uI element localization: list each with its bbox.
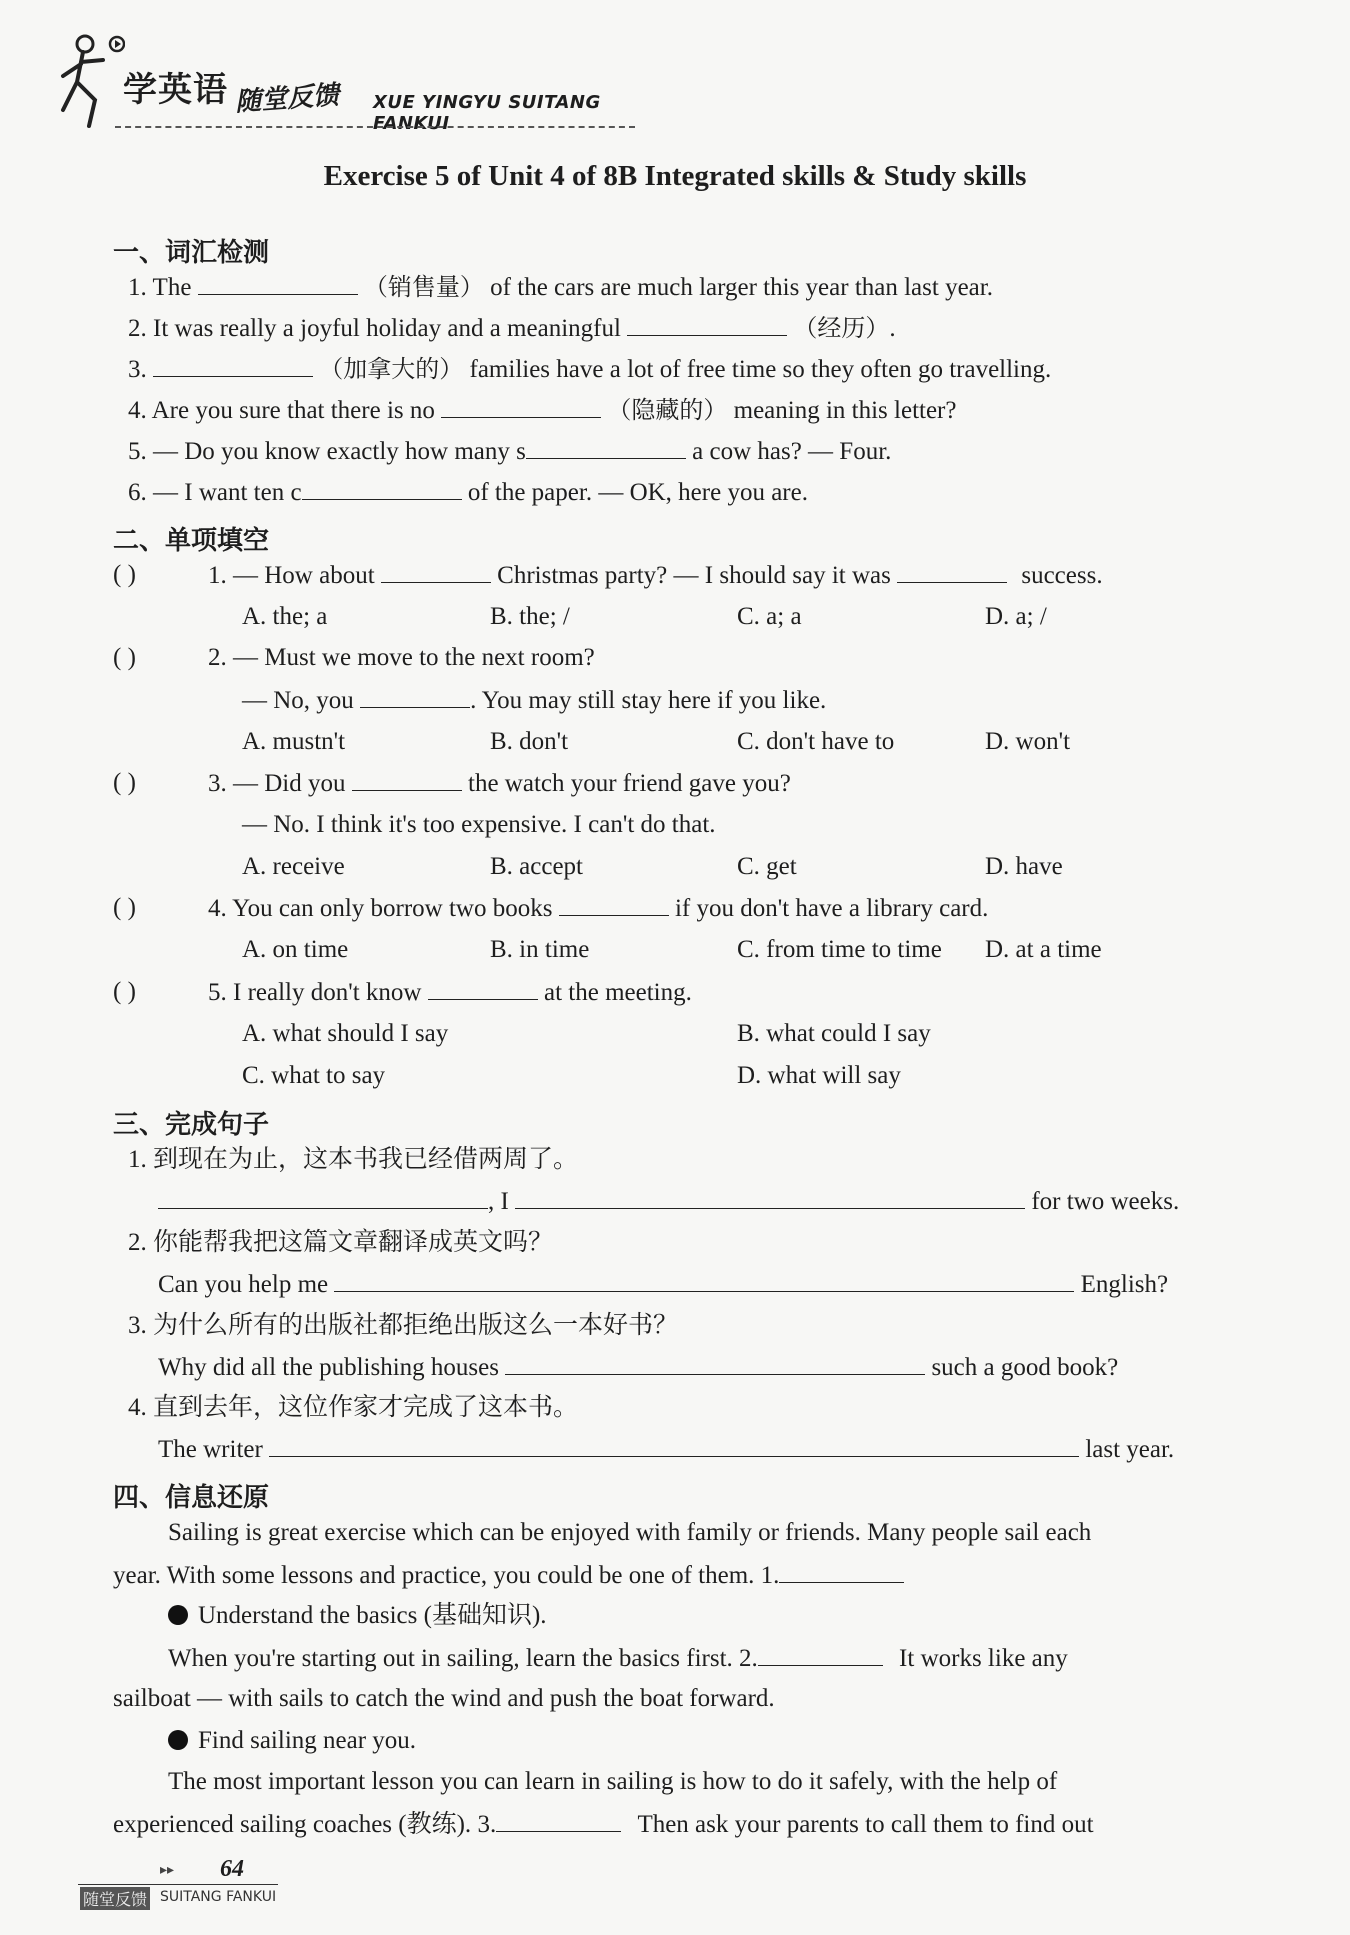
mc-q1-blank2[interactable]: [897, 560, 1007, 583]
passage-p3-line2: [113, 1809, 1094, 1840]
mc-q5-mid: at the meeting.: [544, 979, 692, 1006]
mc-q2-option-b[interactable]: B. don't: [490, 728, 569, 755]
mc-q5: [208, 977, 692, 1008]
passage-p3-text: experienced sailing coaches (教练).: [113, 1811, 472, 1838]
footer-brand-cn: 随堂反馈: [80, 1887, 150, 1910]
mc-q1-option-a[interactable]: A. the; a: [242, 603, 328, 630]
vocab-q2-hint: （经历）: [793, 314, 890, 342]
footer-arrows-icon: ▸▸: [160, 1862, 175, 1878]
passage-bullet2: [168, 1726, 416, 1756]
mc-q3-text: 3. — Did you: [208, 770, 346, 797]
mc-q1-mid: Christmas party? — I should say it was: [497, 562, 891, 589]
header-banner: [55, 30, 655, 134]
vocab-q3: [128, 354, 1051, 385]
logo-text: 学英语: [123, 70, 228, 110]
sentence-q3-cn: 3. 为什么所有的出版社都拒绝出版这么一本好书？: [128, 1312, 679, 1339]
footer-divider: [78, 1884, 278, 1885]
vocab-q1-post: of the cars are much larger this year than last year.: [490, 274, 993, 301]
sentence-q4-cn: 4. 直到去年，这位作家才完成了这本书。: [128, 1394, 579, 1421]
sentence-q1-mid: , I: [488, 1188, 509, 1215]
bullet-dot-icon: [168, 1605, 188, 1625]
vocab-q4: [128, 395, 956, 426]
mc-q3-option-d[interactable]: D. have: [985, 853, 1063, 880]
sentence-q3-blank[interactable]: [505, 1352, 925, 1375]
mc-q2-option-c[interactable]: C. don't have to: [737, 728, 895, 755]
passage-p3-line1: The most important lesson you can learn in sailing is how to do it safely, with the help of: [168, 1768, 1058, 1795]
mc-q1: [208, 560, 1103, 591]
vocab-q1-blank[interactable]: [198, 272, 358, 295]
mc-q3-blank[interactable]: [352, 768, 462, 791]
passage-blank2-label: 2.: [739, 1645, 758, 1672]
sentence-q4-blank[interactable]: [269, 1434, 1079, 1457]
page-number: 64: [220, 1856, 244, 1882]
sentence-q1-blank2[interactable]: [515, 1186, 1025, 1209]
sentence-q2-pre: Can you help me: [158, 1271, 329, 1298]
footer-brand-en: SUITANG FANKUI: [160, 1889, 277, 1905]
page-title: Exercise 5 of Unit 4 of 8B Integrated skills & Study skills: [323, 160, 1027, 192]
vocab-q2: [128, 313, 896, 344]
sentence-q4-end: last year.: [1085, 1436, 1175, 1463]
sentence-q3-pre: Why did all the publishing houses: [158, 1354, 499, 1381]
vocab-q4-hint: （隐藏的）: [607, 396, 728, 424]
section-complete-sentences-heading: 三、完成句子: [113, 1110, 270, 1140]
sentence-q1-end: for two weeks.: [1031, 1188, 1180, 1215]
passage-p1-line2: [113, 1560, 904, 1591]
mc-q3-answer-paren[interactable]: ( ): [113, 769, 136, 796]
mc-q1-answer-paren[interactable]: ( ): [113, 561, 136, 588]
vocab-q2-blank[interactable]: [627, 313, 787, 336]
passage-blank3[interactable]: [496, 1809, 621, 1832]
passage-p1-text: year. With some lessons and practice, you could be one of them.: [113, 1562, 755, 1589]
sentence-q3-line: [158, 1352, 1118, 1383]
bullet2-text: Find sailing near you.: [198, 1727, 417, 1754]
vocab-q4-blank[interactable]: [441, 395, 601, 418]
vocab-q3-blank[interactable]: [153, 354, 313, 377]
mc-q3-option-b[interactable]: B. accept: [490, 853, 584, 880]
vocab-q6-post: of the paper. — OK, here you are.: [467, 479, 808, 506]
mc-q1-blank1[interactable]: [381, 560, 491, 583]
bullet-dot-icon: [168, 1730, 188, 1750]
mc-q5-text: 5. I really don't know: [208, 979, 422, 1006]
mc-q2-line2: [242, 685, 826, 716]
mc-q2-line2-pre: — No, you: [242, 687, 354, 714]
section-multiple-choice-heading: 二、单项填空: [113, 526, 270, 556]
mc-q4-option-d[interactable]: D. at a time: [985, 936, 1102, 963]
vocab-q4-post: meaning in this letter?: [733, 397, 957, 424]
header-divider: [115, 126, 635, 128]
passage-blank1[interactable]: [779, 1560, 904, 1583]
mc-q4-mid: if you don't have a library card.: [674, 895, 989, 922]
mc-q3-line2: — No. I think it's too expensive. I can't do that.: [242, 811, 716, 838]
vocab-q3-hint: （加拿大的）: [319, 355, 464, 383]
sentence-q1-line: [158, 1186, 1179, 1217]
mc-q4-text: 4. You can only borrow two books: [208, 895, 553, 922]
passage-p3-end: Then ask your parents to call them to find out: [637, 1811, 1094, 1838]
mc-q2-line2-post: . You may still stay here if you like.: [470, 687, 827, 714]
mc-q2-text: 2. — Must we move to the next room?: [208, 644, 595, 671]
logo-subtext: 随堂反馈: [234, 80, 341, 118]
mc-q3-mid: the watch your friend gave you?: [468, 770, 791, 797]
passage-bullet1: [168, 1601, 547, 1631]
vocab-q4-text: 4. Are you sure that there is no: [128, 397, 435, 424]
passage-blank3-label: 3.: [477, 1811, 497, 1838]
sentence-q4-line: [158, 1434, 1174, 1465]
logo-pinyin: XUE YINGYU SUITANG FANKUI: [373, 92, 601, 134]
sentence-q1-cn: 1. 到现在为止，这本书我已经借两周了。: [128, 1146, 579, 1173]
passage-p2-end: It works like any: [899, 1645, 1068, 1672]
mc-q4: [208, 893, 988, 924]
vocab-q2-text: 2. It was really a joyful holiday and a meaningful: [128, 315, 621, 342]
runner-icon: [55, 30, 125, 130]
vocab-q1: [128, 272, 993, 303]
sentence-q2-blank[interactable]: [334, 1269, 1074, 1292]
passage-blank2[interactable]: [758, 1643, 883, 1666]
mc-q4-option-b[interactable]: B. in time: [490, 936, 590, 963]
vocab-q5-blank[interactable]: [526, 436, 686, 459]
sentence-q2-cn: 2. 你能帮我把这篇文章翻译成英文吗？: [128, 1229, 554, 1256]
vocab-q5-post: a cow has? — Four.: [692, 438, 892, 465]
mc-q5-blank[interactable]: [428, 977, 538, 1000]
vocab-q5: [128, 436, 891, 467]
mc-q1-option-b[interactable]: B. the; /: [490, 603, 570, 630]
mc-q5-option-a[interactable]: A. what should I say: [242, 1020, 449, 1047]
mc-q4-option-c[interactable]: C. from time to time: [737, 936, 942, 963]
mc-q5-option-b[interactable]: B. what could I say: [737, 1020, 931, 1047]
passage-p2-line2: sailboat — with sails to catch the wind and push the boat forward.: [113, 1685, 775, 1712]
mc-q3-option-a[interactable]: A. receive: [242, 853, 345, 880]
mc-q1-option-c[interactable]: C. a; a: [737, 603, 802, 630]
vocab-q5-text: 5. — Do you know exactly how many s: [128, 438, 526, 465]
mc-q1-end: success.: [1021, 562, 1103, 589]
mc-q4-option-a[interactable]: A. on time: [242, 936, 349, 963]
bullet1-text: Understand the basics (基础知识).: [198, 1602, 547, 1629]
passage-blank1-label: 1.: [760, 1562, 780, 1589]
sentence-q2-line: [158, 1269, 1168, 1300]
sentence-q4-pre: The writer: [158, 1436, 263, 1463]
mc-q2-answer-paren[interactable]: ( ): [113, 644, 136, 671]
mc-q1-option-d[interactable]: D. a; /: [985, 603, 1047, 630]
vocab-q1-text: 1. The: [128, 274, 192, 301]
mc-q5-option-c[interactable]: C. what to say: [242, 1062, 386, 1089]
section-info-restore-heading: 四、信息还原: [113, 1483, 270, 1513]
section-vocabulary-heading: 一、词汇检测: [113, 238, 270, 268]
mc-q2-blank[interactable]: [360, 685, 470, 708]
mc-q3-option-c[interactable]: C. get: [737, 853, 797, 880]
mc-q4-answer-paren[interactable]: ( ): [113, 894, 136, 921]
passage-p2-text: When you're starting out in sailing, learn the basics first.: [168, 1645, 733, 1672]
vocab-q1-hint: （销售量）: [363, 273, 484, 301]
sentence-q3-end: such a good book?: [931, 1354, 1119, 1381]
sentence-q1-blank1[interactable]: [158, 1186, 488, 1209]
passage-p1-line1: Sailing is great exercise which can be enjoyed with family or friends. Many people sail each: [168, 1519, 1092, 1546]
vocab-q3-post: families have a lot of free time so they often go travelling.: [469, 356, 1052, 383]
mc-q1-text: 1. — How about: [208, 562, 375, 589]
vocab-q6-blank[interactable]: [302, 477, 462, 500]
mc-q2-option-a[interactable]: A. mustn't: [242, 728, 346, 755]
vocab-q6: [128, 477, 808, 508]
sentence-q2-end: English?: [1080, 1271, 1169, 1298]
vocab-q2-post: .: [889, 315, 896, 342]
vocab-q6-text: 6. — I want ten c: [128, 479, 302, 506]
passage-p2-line1: [168, 1643, 1068, 1674]
vocab-q3-text: 3.: [128, 356, 147, 383]
mc-q2-option-d[interactable]: D. won't: [985, 728, 1071, 755]
mc-q4-blank[interactable]: [559, 893, 669, 916]
mc-q5-option-d[interactable]: D. what will say: [737, 1062, 901, 1089]
mc-q5-answer-paren[interactable]: ( ): [113, 978, 136, 1005]
mc-q3: [208, 768, 791, 799]
